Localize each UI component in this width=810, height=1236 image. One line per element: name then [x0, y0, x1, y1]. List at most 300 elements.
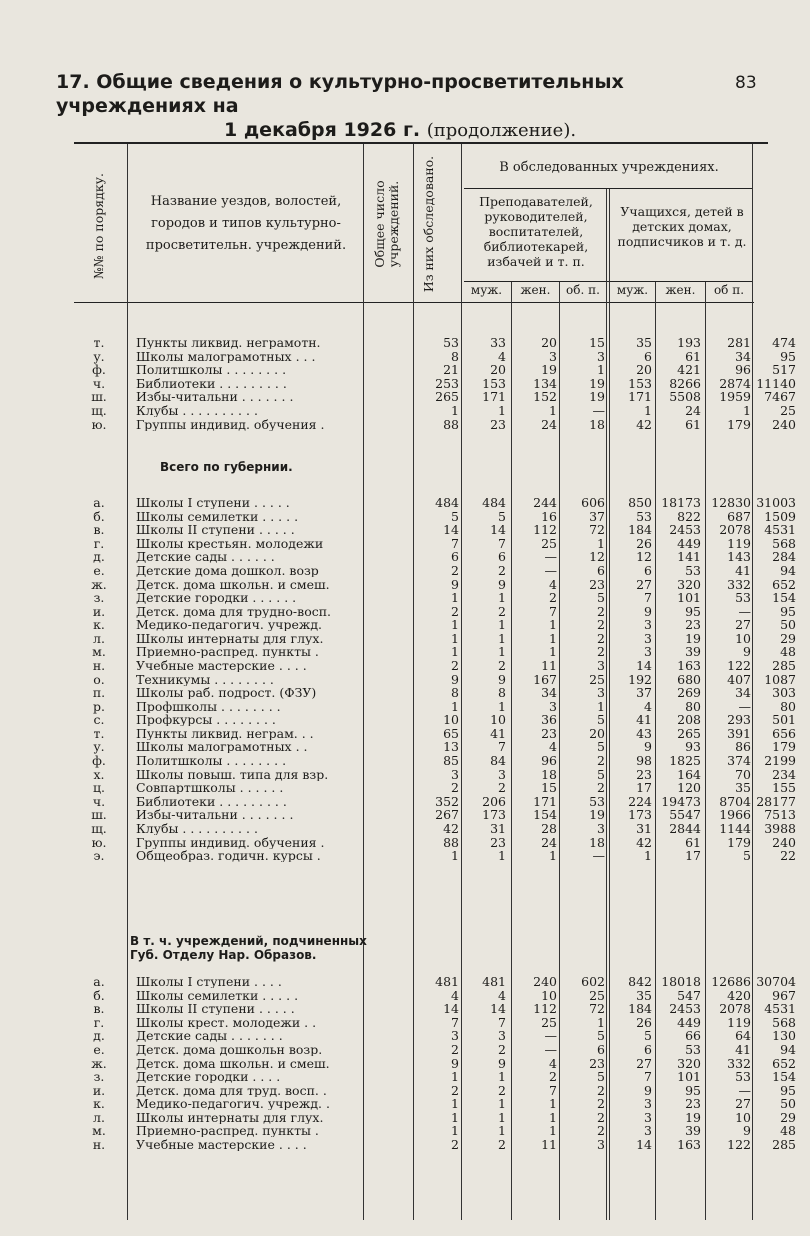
row-name: Школы малограмотных . . .: [136, 349, 316, 363]
cell-pupils-male: 101: [677, 590, 701, 606]
cell-total: 1: [451, 590, 459, 606]
table-row: [74, 766, 796, 782]
cell-pupils-both: 179: [772, 739, 796, 755]
row-name: Школы семилетки . . . . .: [136, 509, 299, 523]
cell-staff-male: 34: [541, 685, 557, 701]
subheader-rule: [464, 281, 752, 282]
row-letter: с.: [93, 712, 105, 728]
row-letter: н.: [92, 1137, 106, 1152]
table-row: [74, 508, 796, 524]
cell-staff-male: 2: [549, 590, 557, 606]
cell-total: 1: [451, 1096, 459, 1112]
cell-staff-female: 2: [597, 1109, 605, 1125]
row-name: Детские городки . . . . . .: [136, 591, 297, 605]
cell-staff-male: 240: [533, 974, 557, 989]
table-row: [74, 348, 796, 364]
cell-pupils-male: 269: [677, 685, 701, 701]
table-row: [74, 402, 796, 418]
table-row: [74, 1041, 796, 1057]
row-letter: щ.: [91, 402, 107, 418]
cell-total: 2: [451, 658, 459, 673]
cell-pupils-female: 34: [735, 348, 751, 364]
cell-staff-female: 2: [597, 1096, 605, 1112]
cell-staff-female: 72: [589, 1001, 605, 1017]
cell-pupils-female: 407: [727, 671, 751, 687]
table-row: [74, 1082, 796, 1098]
table-row: [74, 1028, 796, 1044]
cell-total: 9: [451, 671, 459, 687]
cell-staff-both: 153: [628, 375, 652, 391]
cell-total: 8: [451, 685, 459, 701]
cell-surveyed: 1: [498, 1109, 506, 1125]
subheader-staff-both: об. п.: [566, 283, 600, 297]
cell-pupils-male: 421: [677, 362, 701, 378]
cell-pupils-both: 4531: [764, 522, 796, 538]
cell-total: 13: [443, 739, 459, 755]
cell-staff-male: 244: [533, 495, 557, 510]
cell-pupils-female: 332: [727, 576, 751, 592]
cell-staff-both: 6: [644, 562, 652, 578]
cell-staff-male: 1: [549, 848, 557, 864]
cell-pupils-female: 9: [743, 644, 751, 660]
title-continuation: (продолжение).: [426, 120, 577, 141]
cell-pupils-male: 39: [685, 644, 701, 660]
cell-staff-male: 3: [549, 698, 557, 714]
cell-pupils-both: 568: [772, 535, 796, 551]
row-letter: у.: [93, 739, 105, 755]
cell-pupils-female: 41: [735, 562, 751, 578]
cell-staff-female: 5: [597, 1069, 605, 1085]
table-row: [74, 753, 796, 768]
cell-total: 4: [451, 987, 459, 1003]
cell-staff-female: 2: [597, 603, 605, 619]
cell-staff-both: 20: [636, 362, 652, 378]
row-name: Детские дома дошкол. возр: [136, 563, 319, 577]
row-letter: и.: [92, 1082, 106, 1098]
cell-surveyed: 1: [498, 1123, 506, 1139]
cell-pupils-both: 285: [772, 1137, 796, 1152]
cell-total: 2: [451, 603, 459, 619]
cell-staff-both: 7: [644, 1069, 652, 1085]
table-row: [74, 1001, 796, 1017]
cell-staff-both: 6: [644, 348, 652, 364]
row-letter: л.: [93, 630, 105, 646]
cell-staff-female: —: [592, 848, 605, 864]
cell-pupils-both: 652: [772, 576, 796, 592]
cell-surveyed: 2: [498, 562, 506, 578]
cell-pupils-female: 1144: [719, 820, 751, 836]
cell-pupils-female: 27: [735, 1096, 751, 1112]
cell-staff-male: 152: [533, 389, 557, 405]
cell-surveyed: 9: [498, 1055, 506, 1071]
row-name: Медико-педагогич. учрежд. .: [136, 1097, 330, 1111]
cell-staff-both: 14: [636, 658, 652, 673]
row-name: Школы интернаты для глух.: [136, 631, 324, 645]
table-row: [74, 671, 796, 687]
cell-staff-male: 134: [533, 375, 557, 391]
cell-total: 9: [451, 576, 459, 592]
cell-pupils-female: 119: [727, 1014, 751, 1030]
cell-total: 1: [451, 848, 459, 864]
row-name: Политшколы . . . . . . . .: [136, 363, 287, 377]
cell-pupils-male: 18173: [661, 495, 701, 510]
cell-staff-both: 1: [644, 402, 652, 418]
table-row: [74, 535, 796, 551]
cell-staff-male: —: [544, 549, 557, 565]
row-letter: д.: [93, 1028, 105, 1044]
cell-total: 1: [451, 1069, 459, 1085]
row-letter: л.: [93, 1109, 105, 1125]
row-name: Школы повыш. типа для взр.: [136, 767, 329, 781]
cell-staff-female: 3: [597, 348, 605, 364]
title-line-1: 17. Общие сведения о культурно-просветительных учреждениях на: [56, 71, 624, 117]
cell-pupils-male: 5547: [669, 807, 701, 823]
cell-pupils-female: 1959: [719, 389, 751, 405]
cell-pupils-female: 12686: [711, 974, 751, 989]
cell-pupils-male: 19: [685, 630, 701, 646]
table-row: [74, 590, 796, 606]
cell-pupils-female: 35: [735, 780, 751, 796]
cell-pupils-female: 332: [727, 1055, 751, 1071]
cell-staff-female: 23: [589, 576, 605, 592]
table-row: [74, 335, 796, 350]
cell-staff-female: 12: [589, 549, 605, 565]
cell-surveyed: 33: [490, 335, 506, 350]
row-letter: ж.: [91, 1055, 107, 1071]
cell-staff-male: 25: [541, 535, 557, 551]
cell-pupils-female: 281: [727, 335, 751, 350]
row-letter: е.: [93, 562, 105, 578]
cell-pupils-both: 3988: [764, 820, 796, 836]
row-name: Школы семилетки . . . . .: [136, 988, 299, 1002]
table-row: [74, 416, 796, 432]
cell-staff-female: 5: [597, 712, 605, 728]
cell-staff-female: 2: [597, 1123, 605, 1139]
cell-pupils-male: 265: [677, 725, 701, 741]
row-letter: н.: [92, 658, 106, 673]
cell-pupils-male: 163: [677, 1137, 701, 1152]
cell-surveyed: 1: [498, 402, 506, 418]
cell-staff-both: 42: [636, 834, 652, 850]
row-letter: г.: [93, 535, 105, 551]
row-letter: б.: [93, 508, 105, 524]
table-row: [74, 987, 796, 1003]
cell-pupils-both: 568: [772, 1014, 796, 1030]
cell-staff-both: 42: [636, 416, 652, 432]
row-name: Школы II ступени . . . . .: [136, 523, 295, 537]
cell-pupils-both: 50: [780, 617, 796, 633]
cell-pupils-male: 18018: [661, 974, 701, 989]
cell-total: 481: [435, 974, 459, 989]
cell-staff-male: 4: [549, 739, 557, 755]
cell-pupils-female: 10: [735, 630, 751, 646]
row-name: Приемно-распред. пункты .: [136, 1124, 319, 1138]
table-row: [74, 1137, 796, 1152]
row-name: Детские городки . . . .: [136, 1070, 281, 1084]
cell-staff-female: 15: [589, 335, 605, 350]
cell-surveyed: 3: [498, 1028, 506, 1044]
cell-pupils-both: 474: [772, 335, 796, 350]
cell-pupils-female: 143: [727, 549, 751, 565]
cell-staff-both: 26: [636, 535, 652, 551]
cell-staff-both: 3: [644, 617, 652, 633]
cell-pupils-female: 2874: [719, 375, 751, 391]
cell-pupils-male: 193: [677, 335, 701, 350]
table-row: [74, 974, 796, 989]
cell-staff-female: 2: [597, 780, 605, 796]
cell-staff-female: 1: [597, 698, 605, 714]
cell-staff-both: 184: [628, 1001, 652, 1017]
cell-total: 352: [435, 793, 459, 809]
cell-staff-female: 5: [597, 590, 605, 606]
cell-pupils-both: 95: [780, 603, 796, 619]
cell-staff-female: 3: [597, 820, 605, 836]
cell-pupils-both: 2199: [764, 753, 796, 768]
cell-total: 10: [443, 712, 459, 728]
cell-pupils-both: 7513: [764, 807, 796, 823]
cell-pupils-both: 11140: [756, 375, 796, 391]
row-letter: ц.: [92, 780, 105, 796]
row-name: Детские сады . . . . . . .: [136, 1029, 283, 1043]
cell-staff-female: 5: [597, 739, 605, 755]
subheader-staff-male: муж.: [470, 283, 503, 297]
header-total: Общее число учреждений.: [372, 180, 401, 268]
cell-surveyed: 481: [482, 974, 506, 989]
cell-total: 1: [451, 698, 459, 714]
cell-pupils-both: 967: [772, 987, 796, 1003]
cell-pupils-male: 66: [685, 1028, 701, 1044]
cell-pupils-male: 320: [677, 576, 701, 592]
table-row: [74, 820, 796, 836]
cell-staff-both: 35: [636, 987, 652, 1003]
cell-staff-female: 1: [597, 1014, 605, 1030]
cell-surveyed: 1: [498, 590, 506, 606]
cell-staff-male: —: [544, 562, 557, 578]
cell-total: 1: [451, 644, 459, 660]
cell-staff-male: 4: [549, 1055, 557, 1071]
row-name: Детск. дома для труд. восп. .: [136, 1083, 327, 1097]
cell-staff-male: 1: [549, 644, 557, 660]
cell-staff-male: 15: [541, 780, 557, 796]
cell-surveyed: 1: [498, 1096, 506, 1112]
cell-staff-male: 167: [533, 671, 557, 687]
cell-staff-both: 3: [644, 1109, 652, 1125]
cell-pupils-female: 293: [727, 712, 751, 728]
table-row: [74, 780, 796, 796]
header-bottom-rule: [74, 302, 754, 303]
cell-total: 1: [451, 1123, 459, 1139]
cell-total: 6: [451, 549, 459, 565]
cell-surveyed: 23: [490, 416, 506, 432]
row-name: Избы-читальни . . . . . . .: [136, 808, 294, 822]
cell-surveyed: 8: [498, 685, 506, 701]
cell-staff-both: 23: [636, 766, 652, 782]
cell-staff-both: 9: [644, 1082, 652, 1098]
cell-staff-both: 850: [628, 495, 652, 510]
cell-staff-male: 11: [541, 658, 557, 673]
cell-pupils-male: 17: [685, 848, 701, 864]
row-name: Детск. дома для трудно-восп.: [136, 604, 332, 618]
cell-pupils-both: 656: [772, 725, 796, 741]
cell-surveyed: 7: [498, 1014, 506, 1030]
cell-surveyed: 3: [498, 766, 506, 782]
cell-total: 14: [443, 522, 459, 538]
table-row: [74, 712, 796, 728]
row-letter: ю.: [91, 416, 107, 432]
cell-surveyed: 20: [490, 362, 506, 378]
cell-staff-both: 173: [628, 807, 652, 823]
row-letter: к.: [93, 1096, 105, 1112]
cell-pupils-both: 31003: [756, 495, 796, 510]
cell-staff-male: 23: [541, 725, 557, 741]
cell-staff-both: 192: [628, 671, 652, 687]
page-number: 83: [735, 73, 757, 93]
cell-pupils-female: —: [738, 698, 751, 714]
cell-total: 85: [443, 753, 459, 768]
row-letter: а.: [93, 974, 105, 989]
cell-staff-male: 1: [549, 1123, 557, 1139]
row-letter: щ.: [91, 820, 107, 836]
cell-staff-male: 1: [549, 1096, 557, 1112]
row-name: Школы I ступени . . . .: [136, 975, 282, 988]
row-letter: д.: [93, 549, 105, 565]
cell-pupils-female: 53: [735, 1069, 751, 1085]
cell-pupils-both: 4531: [764, 1001, 796, 1017]
header-pupils: Учащихся, детей в детских домах, подписчиков и т. д.: [617, 204, 747, 249]
cell-staff-female: 53: [589, 793, 605, 809]
row-name: Школы раб. подрост. (ФЗУ): [136, 686, 317, 700]
table-top-rule: [74, 142, 768, 144]
cell-staff-both: 37: [636, 685, 652, 701]
cell-staff-both: 98: [636, 753, 652, 768]
table-row: [74, 1109, 796, 1125]
table-row: [74, 1096, 796, 1112]
cell-pupils-female: 179: [727, 834, 751, 850]
row-name: Избы-читальни . . . . . . .: [136, 390, 294, 404]
cell-surveyed: 2: [498, 1137, 506, 1152]
cell-pupils-both: 50: [780, 1096, 796, 1112]
cell-surveyed: 2: [498, 658, 506, 673]
cell-pupils-male: 24: [685, 402, 701, 418]
cell-surveyed: 41: [490, 725, 506, 741]
cell-surveyed: 1: [498, 848, 506, 864]
cell-staff-both: 3: [644, 644, 652, 660]
cell-pupils-female: 122: [727, 658, 751, 673]
row-name: Профкурсы . . . . . . . .: [136, 713, 276, 727]
cell-pupils-male: 61: [685, 834, 701, 850]
section-title: В т. ч. учреждений, подчиненных Губ. Отделу Нар. Образов.: [130, 934, 367, 962]
cell-pupils-male: 5508: [669, 389, 701, 405]
cell-staff-female: 19: [589, 807, 605, 823]
row-name: Детск. дома школьн. и смеш.: [136, 1056, 330, 1070]
cell-staff-both: 27: [636, 576, 652, 592]
cell-staff-male: 112: [533, 1001, 557, 1017]
cell-pupils-male: 120: [677, 780, 701, 796]
cell-pupils-male: 822: [677, 508, 701, 524]
table-row: [74, 685, 796, 701]
table-row: [74, 562, 796, 578]
cell-pupils-both: 1509: [764, 508, 796, 524]
cell-pupils-male: 163: [677, 658, 701, 673]
cell-staff-both: 9: [644, 739, 652, 755]
row-name: Детск. дома дошкольн возр.: [136, 1042, 323, 1056]
cell-pupils-male: 320: [677, 1055, 701, 1071]
cell-staff-female: 72: [589, 522, 605, 538]
table-row: [74, 793, 796, 809]
cell-surveyed: 23: [490, 834, 506, 850]
cell-total: 5: [451, 508, 459, 524]
row-letter: т.: [93, 725, 105, 741]
cell-surveyed: 1: [498, 1069, 506, 1085]
row-name: Школы крест. молодежи . .: [136, 1015, 317, 1029]
cell-staff-male: 1: [549, 617, 557, 633]
cell-staff-both: 14: [636, 1137, 652, 1152]
cell-staff-female: 606: [581, 495, 605, 510]
cell-pupils-male: 23: [685, 617, 701, 633]
cell-total: 1: [451, 630, 459, 646]
row-letter: ю.: [91, 834, 107, 850]
cell-pupils-both: 80: [780, 698, 796, 714]
row-name: Профшколы . . . . . . . .: [136, 699, 281, 713]
table-row: [74, 603, 796, 619]
cell-staff-male: 154: [533, 807, 557, 823]
row-letter: е.: [93, 1041, 105, 1057]
cell-staff-male: 10: [541, 987, 557, 1003]
cell-total: 253: [435, 375, 459, 391]
cell-total: 7: [451, 1014, 459, 1030]
cell-staff-female: 2: [597, 617, 605, 633]
cell-staff-female: 6: [597, 1041, 605, 1057]
row-name: Учебные мастерские . . . .: [136, 1138, 307, 1151]
cell-surveyed: 173: [482, 807, 506, 823]
cell-pupils-female: 27: [735, 617, 751, 633]
cell-pupils-female: 96: [735, 362, 751, 378]
cell-pupils-male: 61: [685, 348, 701, 364]
cell-pupils-both: 154: [772, 1069, 796, 1085]
cell-pupils-female: 1: [743, 402, 751, 418]
header-surveyed: Из них обследовано.: [421, 155, 436, 293]
table-row: [74, 658, 796, 673]
cell-pupils-both: 22: [780, 848, 796, 864]
cell-pupils-both: 94: [780, 562, 796, 578]
cell-staff-both: 17: [636, 780, 652, 796]
cell-pupils-female: 1966: [719, 807, 751, 823]
cell-staff-male: 112: [533, 522, 557, 538]
cell-staff-male: 11: [541, 1137, 557, 1152]
row-name: Школы II ступени . . . . .: [136, 1002, 295, 1016]
cell-pupils-male: 53: [685, 562, 701, 578]
row-letter: м.: [92, 1123, 106, 1139]
cell-surveyed: 7: [498, 739, 506, 755]
cell-staff-both: 3: [644, 1096, 652, 1112]
cell-staff-both: 41: [636, 712, 652, 728]
cell-pupils-both: 285: [772, 658, 796, 673]
header-name: Название уездов, волостей, городов и типов культурно-просветительн. учреждений.: [145, 194, 347, 253]
group-rule: [464, 188, 752, 189]
table-row: [74, 389, 796, 405]
cell-surveyed: 171: [482, 389, 506, 405]
cell-staff-female: 18: [589, 416, 605, 432]
cell-staff-male: 24: [541, 416, 557, 432]
cell-surveyed: 5: [498, 508, 506, 524]
cell-total: 265: [435, 389, 459, 405]
header-surveyed-group: В обследованных учреждениях.: [499, 160, 719, 175]
page-title: [56, 70, 706, 143]
cell-staff-female: 3: [597, 685, 605, 701]
cell-pupils-female: 70: [735, 766, 751, 782]
cell-pupils-male: 680: [677, 671, 701, 687]
cell-staff-female: 23: [589, 1055, 605, 1071]
